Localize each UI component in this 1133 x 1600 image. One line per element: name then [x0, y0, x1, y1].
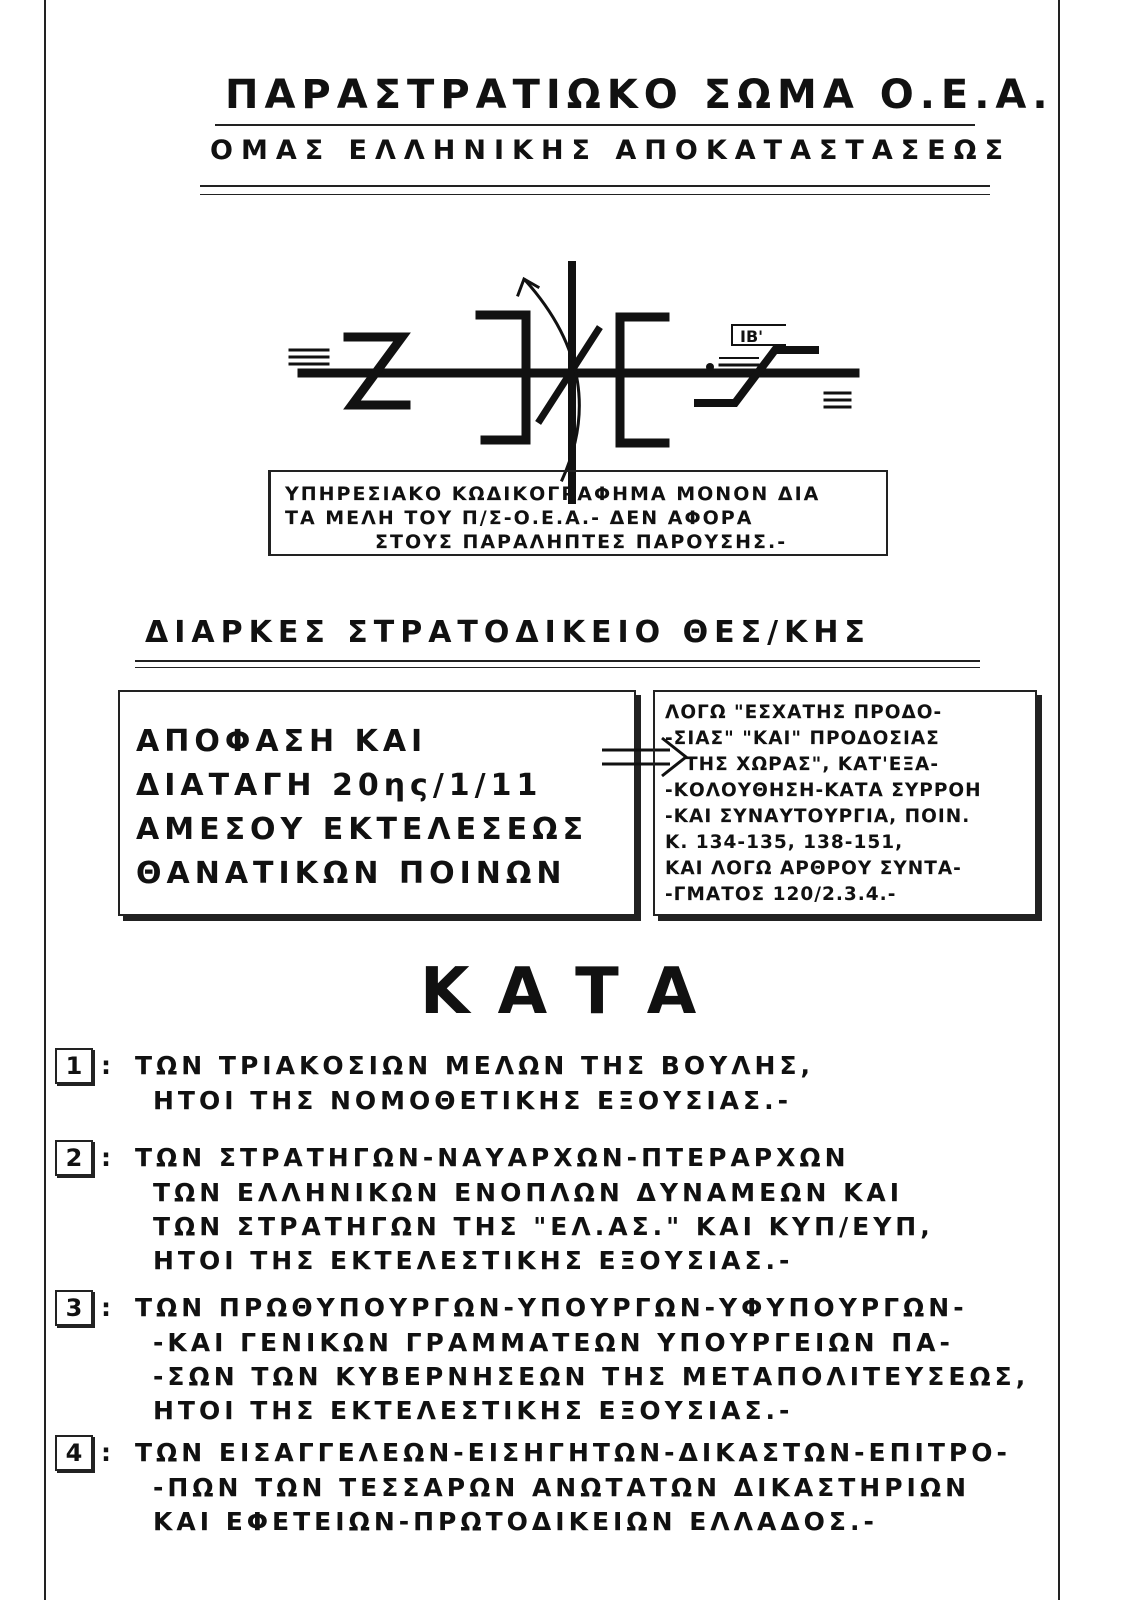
notice-line: ΤΑ ΜΕΛΗ ΤΟΥ Π/Σ-Ο.Ε.Α.- ΔΕΝ ΑΦΟΡΑ	[285, 507, 754, 529]
title-underline	[215, 124, 975, 126]
list-item-4: 4 : ΤΩΝ ΕΙΣΑΓΓΕΛΕΩΝ-ΕΙΣΗΓΗΤΩΝ-ΔΙΚΑΣΤΩΝ-ΕΠΙΤΡΟ- -ΠΩΝ ΤΩΝ ΤΕΣΣΑΡΩΝ ΑΝΩΤΑΤΩΝ ΔΙΚΑΣΤΗΡΙΩΝ ΚΑΙ ΕΦΕΤΕΙΩΝ-ΠΡΩΤΟΔΙΚΕΙΩΝ ΕΛΛΑΔΟΣ.-	[55, 1435, 1011, 1539]
subtitle-underline-1	[200, 185, 990, 187]
page-subtitle: ΟΜΑΣ ΕΛΛΗΝΙΚΗΣ ΑΠΟΚΑΤΑΣΤΑΣΕΩΣ	[210, 135, 1012, 166]
charges-line: -ΓΜΑΤΟΣ 120/2.3.4.-	[665, 884, 897, 905]
item-line: ΤΩΝ ΣΤΡΑΤΗΓΩΝ-ΝΑΥΑΡΧΩΝ-ΠΤΕΡΑΡΧΩΝ	[135, 1143, 850, 1172]
item-line: ΚΑΙ ΕΦΕΤΕΙΩΝ-ΠΡΩΤΟΔΙΚΕΙΩΝ ΕΛΛΑΔΟΣ.-	[153, 1507, 878, 1536]
item-line: ΤΩΝ ΤΡΙΑΚΟΣΙΩΝ ΜΕΛΩΝ ΤΗΣ ΒΟΥΛΗΣ,	[135, 1051, 815, 1080]
notice-box	[268, 470, 888, 556]
item-line: ΤΩΝ ΣΤΡΑΤΗΓΩΝ ΤΗΣ "ΕΛ.ΑΣ." ΚΑΙ ΚΥΠ/ΕΥΠ,	[153, 1212, 934, 1241]
decision-line: ΑΠΟΦΑΣΗ ΚΑΙ	[136, 724, 428, 759]
item-number: 3	[55, 1290, 93, 1326]
decision-line: ΑΜΕΣΟΥ ΕΚΤΕΛΕΣΕΩΣ	[136, 812, 589, 847]
item-line: ΗΤΟΙ ΤΗΣ ΕΚΤΕΛΕΣΤΙΚΗΣ ΕΞΟΥΣΙΑΣ.-	[153, 1396, 794, 1425]
item-line: ΗΤΟΙ ΤΗΣ ΝΟΜΟΘΕΤΙΚΗΣ ΕΞΟΥΣΙΑΣ.-	[153, 1086, 792, 1115]
item-number: 1	[55, 1048, 93, 1084]
left-margin-line	[44, 0, 46, 1600]
decision-box	[118, 690, 636, 916]
court-title: ΔΙΑΡΚΕΣ ΣΤΡΑΤΟΔΙΚΕΙΟ ΘΕΣ/ΚΗΣ	[145, 615, 871, 650]
emblem-tag: ΙΒ'	[740, 327, 764, 346]
item-line: -ΠΩΝ ΤΩΝ ΤΕΣΣΑΡΩΝ ΑΝΩΤΑΤΩΝ ΔΙΚΑΣΤΗΡΙΩΝ	[153, 1473, 971, 1502]
item-line: -ΚΑΙ ΓΕΝΙΚΩΝ ΓΡΑΜΜΑΤΕΩΝ ΥΠΟΥΡΓΕΙΩΝ ΠΑ-	[153, 1328, 954, 1357]
item-line: ΤΩΝ ΕΛΛΗΝΙΚΩΝ ΕΝΟΠΛΩΝ ΔΥΝΑΜΕΩΝ ΚΑΙ	[153, 1178, 904, 1207]
charges-box	[653, 690, 1037, 916]
charges-line: Κ. 134-135, 138-151,	[665, 832, 904, 853]
charges-line: -ΣΙΑΣ" "ΚΑΙ" ΠΡΟΔΟΣΙΑΣ	[665, 728, 940, 749]
charges-line: -ΚΟΛΟΥΘΗΣΗ-ΚΑΤΑ ΣΥΡΡΟΗ	[665, 780, 982, 801]
list-item-2: 2 : ΤΩΝ ΣΤΡΑΤΗΓΩΝ-ΝΑΥΑΡΧΩΝ-ΠΤΕΡΑΡΧΩΝ ΤΩΝ ΕΛΛΗΝΙΚΩΝ ΕΝΟΠΛΩΝ ΔΥΝΑΜΕΩΝ ΚΑΙ ΤΩΝ ΣΤΡΑΤΗΓΩΝ ΤΗΣ "ΕΛ.ΑΣ." ΚΑΙ ΚΥΠ/ΕΥΠ, ΗΤΟΙ ΤΗΣ ΕΚΤΕΛΕΣΤΙΚΗΣ ΕΞΟΥΣΙΑΣ.-	[55, 1140, 934, 1278]
charges-line: ΤΗΣ ΧΩΡΑΣ", ΚΑΤ'ΕΞΑ-	[685, 754, 940, 775]
item-number: 4	[55, 1435, 93, 1471]
list-item-3: 3 : ΤΩΝ ΠΡΩΘΥΠΟΥΡΓΩΝ-ΥΠΟΥΡΓΩΝ-ΥΦΥΠΟΥΡΓΩΝ- -ΚΑΙ ΓΕΝΙΚΩΝ ΓΡΑΜΜΑΤΕΩΝ ΥΠΟΥΡΓΕΙΩΝ ΠΑ- -ΣΩΝ ΤΩΝ ΚΥΒΕΡΝΗΣΕΩΝ ΤΗΣ ΜΕΤΑΠΟΛΙΤΕΥΣΕΩΣ, ΗΤΟΙ ΤΗΣ ΕΚΤΕΛΕΣΤΙΚΗΣ ΕΞΟΥΣΙΑΣ.-	[55, 1290, 1029, 1428]
notice-line: ΣΤΟΥΣ ΠΑΡΑΛΗΠΤΕΣ ΠΑΡΟΥΣΗΣ.-	[375, 531, 788, 553]
notice-line: ΥΠΗΡΕΣΙΑΚΟ ΚΩΔΙΚΟΓΡΑΦΗΜΑ ΜΟΝΟΝ ΔΙΑ	[285, 483, 821, 505]
charges-line: ΚΑΙ ΛΟΓΩ ΑΡΘΡΟΥ ΣΥΝΤΑ-	[665, 858, 962, 879]
item-number: 2	[55, 1140, 93, 1176]
court-underline-2	[135, 667, 980, 668]
item-line: ΤΩΝ ΕΙΣΑΓΓΕΛΕΩΝ-ΕΙΣΗΓΗΤΩΝ-ΔΙΚΑΣΤΩΝ-ΕΠΙΤΡΟ-	[135, 1438, 1011, 1467]
court-underline-1	[135, 660, 980, 662]
charges-line: ΛΟΓΩ "ΕΣΧΑΤΗΣ ΠΡΟΔΟ-	[665, 702, 943, 723]
decision-line: ΘΑΝΑΤΙΚΩΝ ΠΟΙΝΩΝ	[136, 856, 567, 891]
subtitle-underline-2	[200, 194, 990, 195]
charges-line: -ΚΑΙ ΣΥΝΑΥΤΟΥΡΓΙΑ, ΠΟΙΝ.	[665, 806, 971, 827]
kata-heading: ΚΑΤΑ	[420, 955, 725, 1029]
right-margin-line	[1058, 0, 1060, 1600]
item-line: ΗΤΟΙ ΤΗΣ ΕΚΤΕΛΕΣΤΙΚΗΣ ΕΞΟΥΣΙΑΣ.-	[153, 1246, 794, 1275]
item-line: ΤΩΝ ΠΡΩΘΥΠΟΥΡΓΩΝ-ΥΠΟΥΡΓΩΝ-ΥΦΥΠΟΥΡΓΩΝ-	[135, 1293, 968, 1322]
decision-line: ΔΙΑΤΑΓΗ 20ης/1/11	[136, 768, 543, 803]
list-item-1: 1 : ΤΩΝ ΤΡΙΑΚΟΣΙΩΝ ΜΕΛΩΝ ΤΗΣ ΒΟΥΛΗΣ, ΗΤΟΙ ΤΗΣ ΝΟΜΟΘΕΤΙΚΗΣ ΕΞΟΥΣΙΑΣ.-	[55, 1048, 814, 1118]
page-title: ΠΑΡΑΣΤΡΑΤΙΩΚΟ ΣΩΜΑ Ο.Ε.Α.	[225, 72, 1054, 118]
item-line: -ΣΩΝ ΤΩΝ ΚΥΒΕΡΝΗΣΕΩΝ ΤΗΣ ΜΕΤΑΠΟΛΙΤΕΥΣΕΩΣ,	[153, 1362, 1030, 1391]
